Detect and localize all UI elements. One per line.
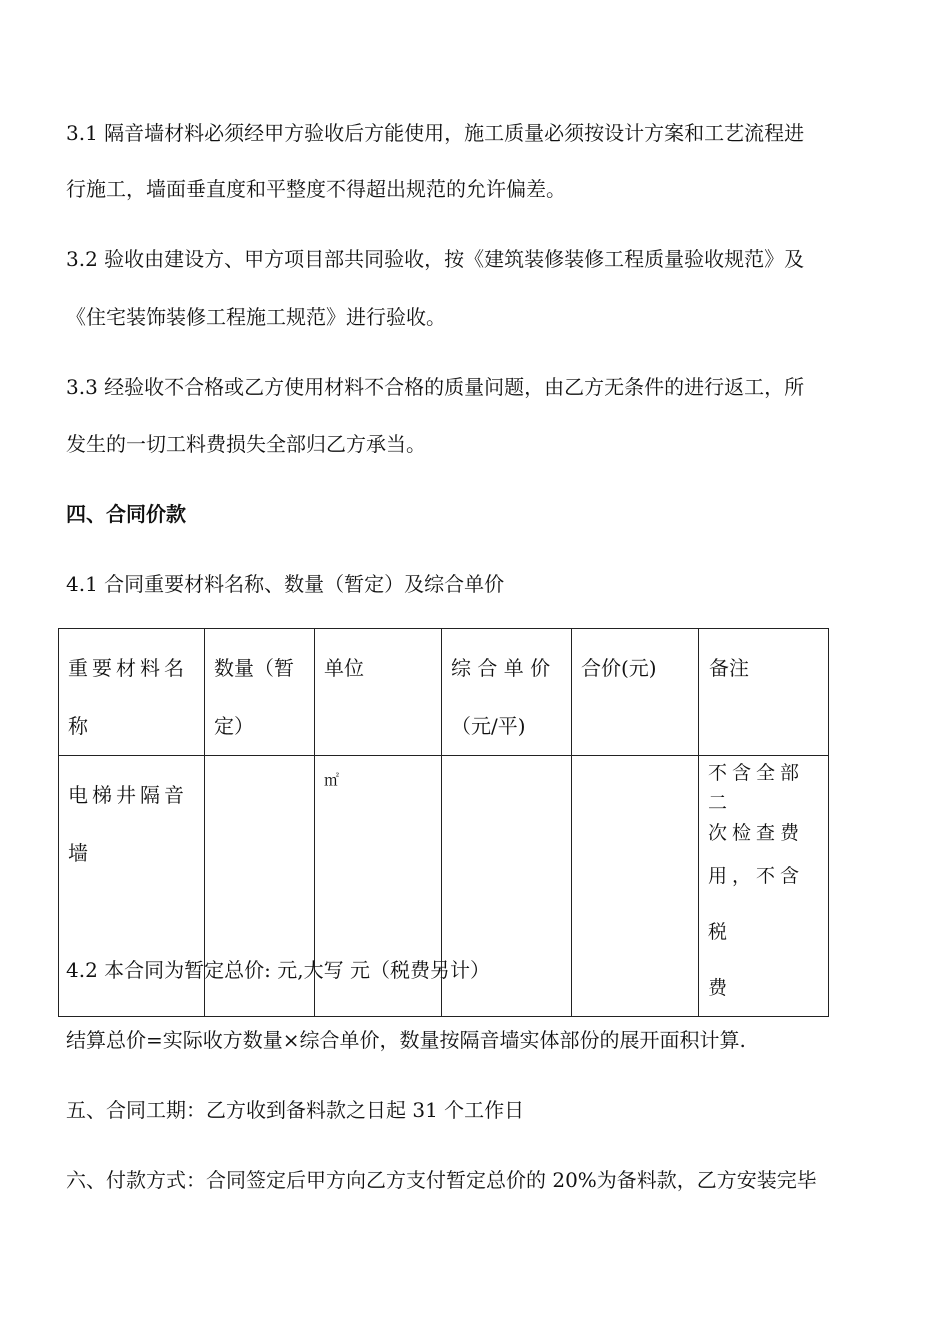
settlement-formula: 结算总价=实际收方数量×综合单价，数量按隔音墙实体部份的展开面积计算. [66, 1028, 746, 1052]
header-unit-price [442, 629, 572, 756]
paragraph-4-2: 4.2 本合同为暂定总价: 元,大写 元（税费另计） [66, 958, 490, 982]
table-header-row [59, 629, 829, 756]
paragraph-3-1-line-1: 3.1 隔音墙材料必须经甲方验收后方能使用，施工质量必须按设计方案和工艺流程进 [66, 121, 805, 145]
cell-material-name: 电梯井隔音墙 [59, 756, 205, 1017]
header-material-name: 重要材料名称 [59, 629, 205, 756]
section-5-duration: 五、合同工期：乙方收到备料款之日起 31 个工作日 [66, 1098, 525, 1122]
remark-line-2: 次检查费 [708, 822, 805, 844]
cell-unit: ㎡ [315, 756, 442, 1017]
paragraph-3-1-line-2: 行施工，墙面垂直度和平整度不得超出规范的允许偏差。 [66, 177, 566, 201]
header-unit-price-line-1: 综 合 单 价 [451, 656, 551, 680]
header-remark: 备注 [699, 629, 829, 756]
header-total: 合价(元) [572, 629, 699, 756]
header-unit: 单位 [315, 629, 442, 756]
remark-line-3: 用，不含税 [708, 865, 805, 943]
header-quantity: 数量（暂定） [205, 629, 315, 756]
section-4-heading: 四、合同价款 [66, 502, 186, 526]
cell-total [572, 756, 699, 1017]
section-6-payment: 六、付款方式：合同签定后甲方向乙方支付暂定总价的 20%为备料款，乙方安装完毕 [66, 1168, 817, 1192]
paragraph-3-3-line-2: 发生的一切工料费损失全部归乙方承当。 [66, 432, 426, 456]
remark-line-4: 费 [708, 977, 733, 999]
header-unit-price-line-2: （元/平) [451, 714, 526, 738]
remark-line-1: 不含全部二 [708, 762, 805, 814]
paragraph-3-2-line-1: 3.2 验收由建设方、甲方项目部共同验收，按《建筑装修装修工程质量验收规范》及 [66, 247, 805, 271]
paragraph-4-1: 4.1 合同重要材料名称、数量（暂定）及综合单价 [66, 572, 505, 596]
paragraph-3-3-line-1: 3.3 经验收不合格或乙方使用材料不合格的质量问题，由乙方无条件的进行返工，所 [66, 375, 805, 399]
cell-remark [699, 756, 829, 1017]
paragraph-3-2-line-2: 《住宅装饰装修工程施工规范》进行验收。 [66, 305, 446, 329]
